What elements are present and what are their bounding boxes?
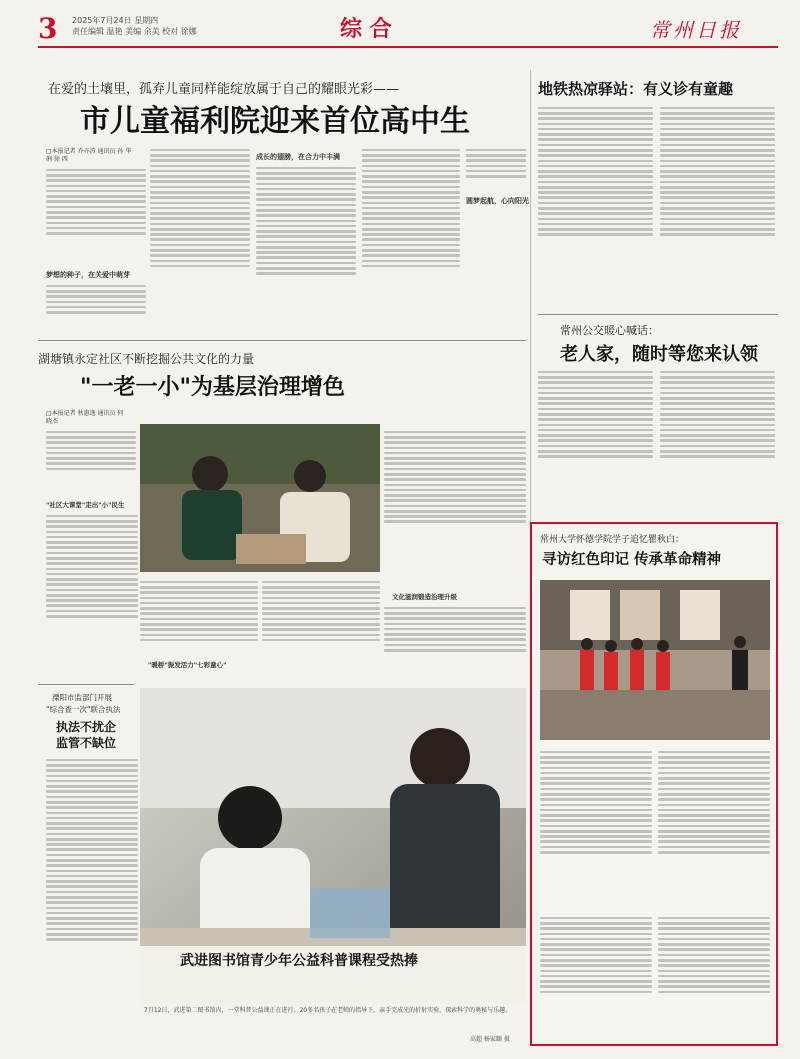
bus-headline: 老人家，随时等您来认领 [560, 344, 758, 365]
community-byline: □本报记者 秋惠逸 通讯员 何晓杰 [46, 410, 124, 425]
community-body-col2 [384, 428, 526, 578]
section-rule-2 [38, 684, 134, 685]
community-body-col5 [384, 604, 526, 678]
community-body-col1 [46, 428, 136, 498]
lead-body-col5 [466, 146, 526, 336]
lead-subhead-3: 圆梦起航，心向阳光 [466, 197, 529, 205]
metro-headline: 地铁热凉驿站：有义诊有童趣 [538, 80, 734, 98]
lead-body-col1 [46, 166, 146, 270]
page-header [0, 0, 800, 55]
metro-body-col1 [538, 104, 653, 304]
bus-body-col1 [538, 368, 653, 508]
issue-date: 2025年7月24日 星期四 [72, 16, 159, 25]
community-subhead-3: 文化滋润锻造治理升级 [392, 593, 457, 601]
community-photo [140, 424, 380, 572]
library-photo-credit: 高超 杨家颐 摄 [470, 1036, 510, 1043]
lead-body-col2 [150, 146, 250, 336]
right-rule-1 [538, 314, 778, 315]
museum-box [530, 522, 778, 1046]
lead-headline: 市儿童福利院迎来首位高中生 [80, 104, 470, 139]
section-rule-1 [38, 340, 526, 341]
bus-body-col2 [660, 368, 775, 508]
library-photo [140, 688, 526, 1004]
right-divider [530, 70, 531, 530]
lead-byline: □本报记者 乔亦涛 通讯员 孙 华俐 徐 西 [46, 148, 132, 163]
masthead-logo: 常州日报 [650, 18, 742, 42]
museum-headline: 寻访红色印记 传承革命精神 [542, 551, 722, 568]
community-photo-scene [140, 424, 380, 572]
museum-kicker: 常州大学怀德学院学子追忆瞿秋白： [540, 535, 685, 545]
bus-kicker: 常州公交暖心喊话： [560, 324, 659, 337]
museum-photo-scene [540, 580, 770, 740]
community-headline: "一老一小"为基层治理增色 [80, 374, 345, 400]
community-kicker: 湖塘镇永定社区不断挖掘公共文化的力量 [38, 352, 255, 366]
page-number: 3 [38, 12, 58, 45]
page-editors: 责任编辑 温艳 美编 余美 校对 徐娜 [72, 27, 197, 36]
lead-body-col3 [256, 164, 356, 336]
lead-body-col1b [46, 282, 146, 332]
museum-body-col1 [540, 748, 652, 908]
section-title: 综 合 [340, 16, 392, 42]
museum-photo [540, 580, 770, 740]
liyang-kicker: 溧阳市监部门开展 [52, 693, 112, 702]
community-subhead-1: "社区大课堂"走出"小"民生 [46, 501, 125, 509]
lead-body-col4 [362, 146, 460, 336]
header-rule [38, 46, 778, 48]
liyang-headline-1: 执法不扰企 [56, 720, 117, 734]
lead-subhead-2: 成长的翅膀，在合力中丰满 [256, 153, 340, 161]
community-subhead-2: "暖桥"振发活力"七彩童心" [148, 661, 227, 669]
community-body-col4 [262, 578, 380, 678]
library-caption-title: 武进图书馆青少年公益科普课程受热捧 [180, 953, 418, 969]
lead-kicker: 在爱的土壤里，孤弃儿童同样能绽放属于自己的耀眼光彩—— [48, 82, 400, 97]
community-body-col1b [46, 512, 138, 680]
metro-body-col2 [660, 104, 775, 304]
liyang-body [46, 756, 138, 1046]
museum-body-col3 [540, 914, 652, 1040]
liyang-kicker-2: "综合查一次"联合执法 [46, 705, 121, 714]
library-caption-text: 7月12日，武进第二图书馆内，一堂科普公益课正在进行。20多名孩子在老师的指导下，亲手完成光的折射实验，探索科学的奥秘与乐趣。 [144, 1007, 512, 1014]
museum-body-col2 [658, 748, 770, 908]
lead-subhead-1: 梦想的种子，在关爱中萌芽 [46, 271, 130, 279]
liyang-headline-2: 监管不缺位 [56, 736, 117, 750]
museum-body-col4 [658, 914, 770, 1040]
